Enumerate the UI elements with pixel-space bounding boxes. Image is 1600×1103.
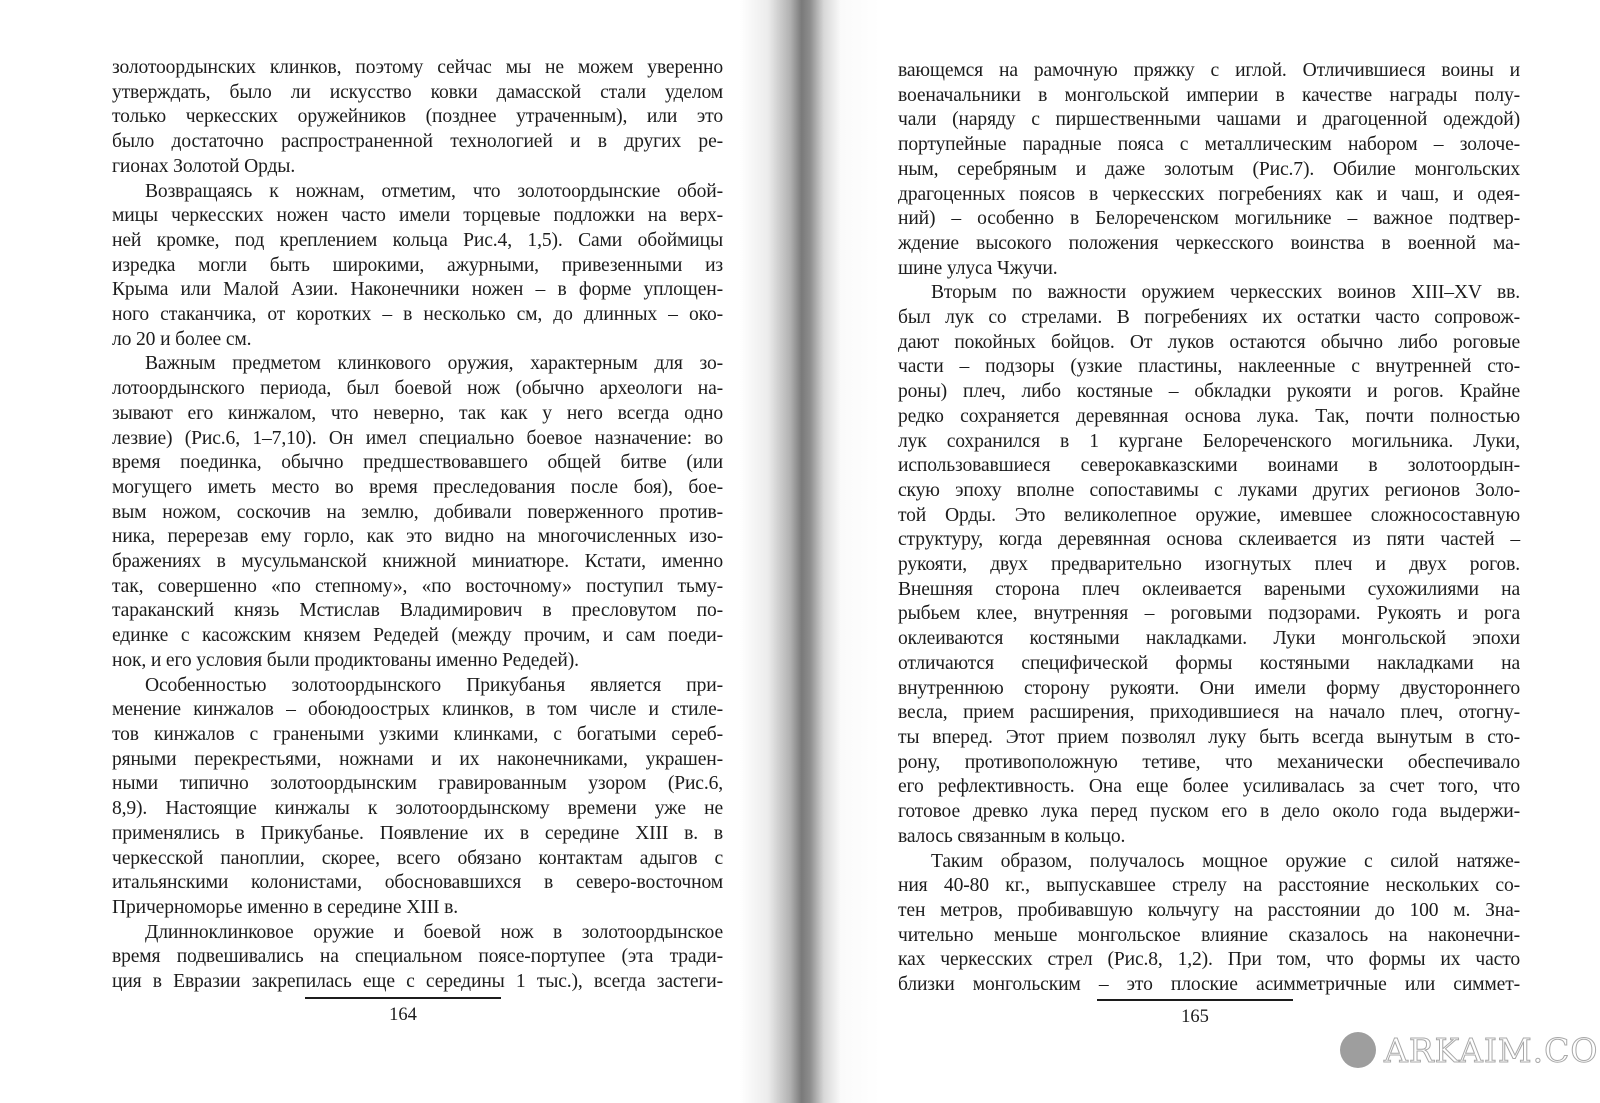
text-line: гионах Золотой Орды.: [112, 155, 296, 177]
text-line: роны) плеч, либо костяные – обкладки рукояти и рогов. Крайне: [898, 381, 1520, 403]
text-line: ния 40-80 кг., выпускавшее стрелу на расстояние нескольких со-: [898, 875, 1520, 897]
text-line: лук сохранился в 1 кургане Белореченского могильника. Луки,: [898, 430, 1520, 452]
text-line: ным, серебряным и даже золотым (Рис.7). Обилие монгольских: [898, 158, 1520, 180]
text-line: близки монгольским – это плоские асимметричные или симмет-: [898, 974, 1520, 996]
text-line: рукояти, двух предварительно изогнутых плеч и двух рогов.: [898, 554, 1520, 576]
text-line: готовое древко лука перед пуском его в дело около года выдержи-: [898, 801, 1520, 823]
text-line: зывают его кинжалом, что неверно, так как у него всегда одно: [112, 402, 723, 424]
left-page-footer: [305, 997, 501, 1026]
text-line: его рефлективность. Она еще более усиливалась за счет того, что: [898, 776, 1520, 798]
text-line: вающемся на рамочную пряжку с иглой. Отличившиеся воины и: [898, 60, 1520, 81]
text-line: 8,9). Настоящие кинжалы к золотоордынскому времени уже не: [112, 798, 723, 820]
text-line: ного стаканчика, от коротких – в несколько см, до длинных – око-: [112, 304, 723, 326]
text-line: ция в Евразии закрепилась еще с середины 1 тыс.), всегда застеги-: [112, 971, 723, 993]
text-line: тов кинжалов с гранеными узкими клинками, с богатыми сереб-: [112, 723, 723, 745]
text-line: шине улуса Чжучи.: [898, 257, 1058, 279]
text-line: лотоордынского периода, был боевой нож (обычно археологи на-: [112, 378, 723, 400]
text-line: Внешняя сторона плеч оклеивается вареными сухожилиями на: [898, 578, 1520, 600]
text-line: весла, прием расширения, приходившиеся на начало плеч, отогну-: [898, 702, 1520, 724]
text-line: Длинноклинковое оружие и боевой нож в золотоордынское: [145, 921, 723, 943]
text-line: Возвращаясь к ножнам, отметим, что золотоордынские обой-: [145, 180, 723, 202]
text-line: внутреннюю сторону рукояти. Они имели форму двустороннего: [898, 677, 1520, 699]
text-line: было достаточно распространенной технологией и в других ре-: [112, 131, 723, 153]
text-line: ными типично золотоордынским гравированным узором (Рис.6,: [112, 773, 723, 795]
text-line: вым ножом, соскочив на землю, добивали поверженного против-: [112, 501, 723, 523]
text-line: рыбьем клее, внутренняя – роговыми подзорами. Рукоять и рога: [898, 603, 1520, 625]
text-line: итальянскими колонистами, обосновавшихся в северо-восточном: [112, 872, 723, 894]
page-number-left: 164: [389, 1005, 417, 1025]
page-number-right: 165: [1181, 1007, 1209, 1027]
text-line: время поединка, обычно предшествовавшего общей битве (или: [112, 452, 723, 474]
text-line: тен метров, пробивавшую кольчугу на расстоянии до 100 м. Зна-: [898, 899, 1520, 921]
text-line: Крыма или Малой Азии. Наконечники ножен – в форме уплощен-: [112, 279, 723, 301]
text-line: дают покойных бойцов. От луков остаются обычно либо роговые: [898, 331, 1520, 353]
text-line: Важным предметом клинкового оружия, характерным для зо-: [145, 353, 723, 375]
text-line: ках черкесских стрел (Рис.8, 1,2). При том, что формы их часто: [898, 949, 1520, 971]
text-line: чали (наряду с пиршественными чашами и драгоценной одеждой): [898, 109, 1520, 131]
text-line: изредка могли быть широкими, ажурными, привезенными из: [112, 254, 723, 276]
text-line: ний) – особенно в Белореченском могильнике – важное подтвер-: [898, 208, 1520, 230]
text-line: Особенностью золотоордынского Прикубанья является при-: [145, 674, 723, 696]
text-line: оклеиваются костяными накладками. Луки монгольской эпохи: [898, 628, 1520, 650]
book-gutter-shadow: [740, 0, 880, 1103]
text-line: скую эпоху вполне сопоставимы с луками других регионов Золо-: [898, 479, 1520, 501]
text-line: ней кромке, под креплением кольца Рис.4, 1,5). Сами обоймицы: [112, 229, 723, 251]
text-line: валось связанным в кольцо.: [898, 825, 1126, 847]
text-line: лезвие) (Рис.6, 1–7,10). Он имел специально боевое назначение: во: [112, 427, 723, 449]
text-line: мицы черкесских ножен часто имели торцевые подложки на верх-: [112, 205, 723, 227]
watermark-text: ARKAIM.CO: [1384, 1030, 1599, 1070]
text-line: ты вперед. Этот прием позволял луку быть всегда вынутым в сто-: [898, 726, 1520, 748]
watermark: [1340, 1028, 1598, 1072]
footer-rule: [305, 997, 501, 999]
right-page-footer: [1097, 999, 1293, 1028]
footer-rule: [1097, 999, 1293, 1001]
circle-logo-icon: [1340, 1032, 1376, 1068]
text-line: утверждать, было ли искусство ковки дамасской стали уделом: [112, 81, 723, 103]
text-line: чительно меньше монгольское влияние сказалось на наконечни-: [898, 924, 1520, 946]
text-line: редко сохраняется деревянная основа лука. Так, почти полностью: [898, 405, 1520, 427]
text-line: портупейные парадные пояса с металлическим набором – золоче-: [898, 134, 1520, 156]
left-page: [112, 56, 723, 995]
text-line: ждение высокого положения черкесского воинства в военной ма-: [898, 232, 1520, 254]
text-line: части – подзоры (узкие пластины, наклеенные с внутренней сто-: [898, 356, 1520, 378]
text-line: драгоценных поясов в черкесских погребениях как и чаш, и одея-: [898, 183, 1520, 205]
text-line: ло 20 и более см.: [112, 328, 252, 350]
text-line: так, совершенно «по степному», «по восточному» поступил тьму-: [112, 575, 723, 597]
text-line: только черкесских оружейников (позднее утраченным), или это: [112, 106, 723, 128]
text-line: Причерноморье именно в середине XIII в.: [112, 896, 458, 918]
text-line: использовавшиеся северокавказскими воинами в золотоордын-: [898, 455, 1520, 477]
left-page-body: [112, 56, 723, 995]
text-line: той Орды. Это великолепное оружие, имевшее сложносоставную: [898, 504, 1520, 526]
text-line: ника, перерезав ему горло, как это видно на многочисленных изо-: [112, 526, 723, 548]
text-line: применялись в Прикубанье. Появление их в середине XIII в. в: [112, 822, 723, 844]
text-line: могущего иметь место во время преследования после боя), бое-: [112, 476, 723, 498]
text-line: отличаются специфической формы костяными накладками на: [898, 652, 1520, 674]
text-line: бражениях в мусульманской книжной миниатюре. Кстати, именно: [112, 551, 723, 573]
right-page: [898, 59, 1520, 998]
text-line: время подвешивались на специальном поясе-портупее (эта тради-: [112, 946, 723, 968]
text-line: Вторым по важности оружием черкесских воинов XIII–XV вв.: [931, 282, 1520, 304]
text-line: военачальники в монгольской империи в качестве награды полу-: [898, 84, 1520, 106]
text-line: единке с касожским князем Редедей (между прочим, и сам поеди-: [112, 625, 723, 647]
text-line: рону, противоположную тетиве, что механически обеспечивало: [898, 751, 1520, 773]
text-line: ряными перекрестьями, ножнами и их наконечниками, украшен-: [112, 748, 723, 770]
text-line: структуру, когда деревянная основа склеивается из пяти частей –: [898, 529, 1520, 551]
text-line: был лук со стрелами. В погребениях их остатки часто сопровож-: [898, 307, 1520, 329]
text-line: нок, и его условия были продиктованы именно Редедей).: [112, 649, 579, 671]
right-page-body: [898, 59, 1520, 998]
text-line: золотоордынских клинков, поэтому сейчас мы не можем уверенно: [112, 57, 723, 78]
text-line: Таким образом, получалось мощное оружие с силой натяже-: [931, 850, 1520, 872]
text-line: черкесской паноплии, скорее, всего обязано контактам адыгов с: [112, 847, 723, 869]
text-line: тараканский князь Мстислав Владимирович в пресловутом по-: [112, 600, 723, 622]
text-line: менение кинжалов – обоюдоострых клинков, в том числе и стиле-: [112, 699, 723, 721]
